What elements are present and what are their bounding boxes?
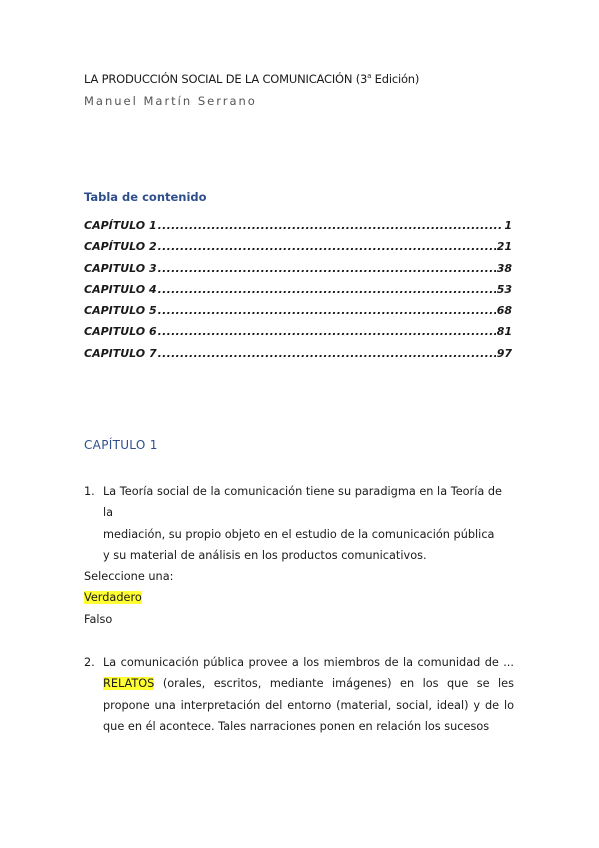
question-number: 2.	[84, 656, 95, 669]
toc-entry[interactable]	[84, 347, 512, 368]
toc-leader-dots	[158, 219, 504, 232]
toc-leader-dots	[158, 240, 496, 253]
toc-heading: Tabla de contenido	[84, 190, 207, 204]
question-text-line: La Teoría social de la comunicación tiene su paradigma en la Teoría de la	[103, 485, 502, 520]
toc-entry-page: 38	[496, 261, 512, 275]
toc-leader-dots	[158, 304, 496, 317]
toc-entry-label: CAPÍTULO 1	[84, 219, 157, 232]
toc-entry[interactable]	[84, 262, 512, 283]
toc-leader-dots	[158, 325, 496, 338]
toc-entry[interactable]	[84, 325, 512, 346]
question-number: 1.	[84, 485, 95, 498]
question-text-before: La comunicación pública provee a los miembros de la comunidad de ...	[103, 656, 514, 669]
toc-entry-page: 1	[504, 219, 512, 232]
toc-entry-label: CAPITULO 5	[84, 304, 157, 318]
toc-entry-label: CAPITULO 4	[84, 282, 157, 296]
toc-entry[interactable]	[84, 240, 512, 261]
document-title-main: LA PRODUCCIÓN SOCIAL DE LA COMUNICACIÓN (3	[84, 72, 368, 86]
answer-option-true[interactable]: Verdadero	[84, 591, 142, 605]
question-text-line: mediación, su propio objeto en el estudio de la comunicación pública	[103, 527, 495, 541]
toc-entry-label: CAPITULO 3	[84, 261, 157, 275]
toc-entry-label: CAPITULO 7	[84, 346, 157, 360]
document-title-end: Edición)	[371, 72, 420, 86]
toc-entry-page: 81	[496, 325, 512, 339]
document-title	[84, 72, 419, 86]
question-text-after: (orales, escritos, mediante imágenes) en los que se les propone una interpretación del entorno (material, social, ideal) y de lo que en él acontece. Tales narraciones ponen en relación los sucesos	[103, 677, 514, 733]
toc-entry-label: CAPITULO 6	[84, 325, 157, 339]
section-heading: CAPÍTULO 1	[84, 438, 158, 452]
toc-leader-dots	[158, 283, 496, 296]
toc-entry-label: CAPÍTULO 2	[84, 240, 157, 254]
toc-entry[interactable]	[84, 283, 512, 304]
toc-entry-page: 97	[496, 346, 512, 360]
answer-option-false[interactable]: Falso	[84, 612, 113, 626]
question-text	[103, 652, 514, 737]
question-prompt: Seleccione una:	[84, 570, 174, 584]
table-of-contents	[84, 219, 512, 368]
toc-entry-page: 21	[496, 240, 512, 254]
document-title-superscript: a	[367, 72, 372, 81]
question-text-line: y su material de análisis en los productos comunicativos.	[103, 548, 427, 562]
toc-entry[interactable]	[84, 219, 512, 240]
toc-leader-dots	[158, 262, 496, 275]
toc-leader-dots	[158, 347, 496, 360]
highlighted-answer: RELATOS	[103, 677, 155, 691]
question-2	[84, 652, 514, 737]
document-author: Manuel Martín Serrano	[84, 94, 257, 108]
toc-entry-page: 53	[496, 282, 512, 296]
toc-entry-page: 68	[496, 304, 512, 318]
question-1	[84, 481, 514, 630]
toc-entry[interactable]	[84, 304, 512, 325]
